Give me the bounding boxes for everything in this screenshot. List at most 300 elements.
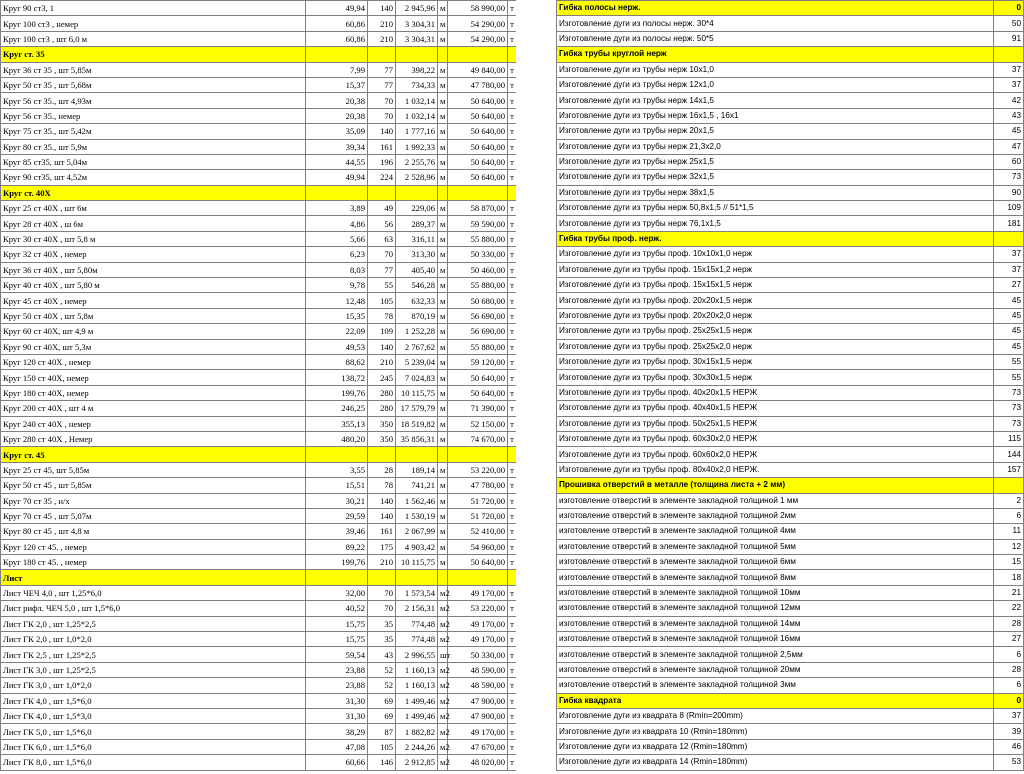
item-name-cell: Круг 200 ст 40Х , шт 4 м [1, 401, 306, 416]
weight-cell: 15,37 [306, 77, 368, 92]
table-row [557, 708, 1024, 723]
ton-unit-cell: т [508, 324, 517, 339]
total-cell: 1 499,46 [396, 708, 438, 723]
section-header-row [1, 47, 517, 62]
ton-unit-cell: т [508, 247, 517, 262]
price-per-unit-cell: 224 [368, 170, 396, 185]
service-name-cell: изготовление отверстий в элементе закладной толщиной 4мм [557, 524, 994, 539]
ton-unit-cell: т [508, 201, 517, 216]
total-cell: 1 032,14 [396, 108, 438, 123]
table-row [557, 108, 1024, 123]
section-header-cell [396, 185, 438, 200]
ton-unit-cell: т [508, 462, 517, 477]
total-cell: 313,30 [396, 247, 438, 262]
unit-cell: м [438, 231, 448, 246]
price-per-ton-cell: 54 290,00 [448, 16, 508, 31]
table-row [557, 524, 1024, 539]
service-name-cell: изготовление отверстий в элементе закладной толщиной 14мм [557, 616, 994, 631]
service-price-cell: 18 [994, 570, 1024, 585]
price-per-ton-cell: 50 640,00 [448, 108, 508, 123]
service-name-cell: изготовление отверстий в элементе закладной толщиной 1 мм [557, 493, 994, 508]
item-name-cell: Круг 90 ст 40Х, шт 5,3м [1, 339, 306, 354]
item-name-cell: Лист рифл. ЧЕЧ 5,0 , шт 1,5*6,0 [1, 601, 306, 616]
service-name-cell: изготовление отверстий в элементе закладной толщиной 2,5мм [557, 647, 994, 662]
price-per-ton-cell: 53 220,00 [448, 462, 508, 477]
section-header-cell [438, 570, 448, 585]
table-row [1, 1, 517, 16]
section-header-cell [448, 185, 508, 200]
ton-unit-cell: т [508, 724, 517, 739]
unit-cell: м [438, 524, 448, 539]
section-header-label: Гибка трубы круглой нерж [557, 47, 994, 62]
weight-cell: 89,22 [306, 539, 368, 554]
total-cell: 2 528,96 [396, 170, 438, 185]
price-per-unit-cell: 87 [368, 724, 396, 739]
weight-cell: 60,86 [306, 16, 368, 31]
service-name-cell: изготовление отверстий в элементе закладной толщиной 20мм [557, 662, 994, 677]
service-name-cell: Изготовление дуги из трубы нерж 32х1,5 [557, 170, 994, 185]
unit-cell: м [438, 108, 448, 123]
item-name-cell: Круг 50 ст 40Х , шт 5,8м [1, 308, 306, 323]
weight-cell: 59,54 [306, 647, 368, 662]
weight-cell: 480,20 [306, 431, 368, 446]
table-row [557, 93, 1024, 108]
total-cell: 2 156,31 [396, 601, 438, 616]
unit-cell: м2 [438, 693, 448, 708]
table-row [1, 262, 517, 277]
weight-cell: 199,76 [306, 385, 368, 400]
price-per-ton-cell: 47 670,00 [448, 739, 508, 754]
table-row [557, 447, 1024, 462]
item-name-cell: Круг 70 ст 35 , н/х [1, 493, 306, 508]
ton-unit-cell: т [508, 555, 517, 570]
item-name-cell: Круг 60 ст 40Х, шт 4,9 м [1, 324, 306, 339]
service-name-cell: Изготовление дуги из трубы проф. 15х15х1,5 нерж [557, 278, 994, 293]
table-row [1, 139, 517, 154]
table-row [1, 247, 517, 262]
weight-cell: 15,35 [306, 308, 368, 323]
weight-cell: 3,89 [306, 201, 368, 216]
price-per-unit-cell: 245 [368, 370, 396, 385]
ton-unit-cell: т [508, 755, 517, 770]
item-name-cell: Лист ЧЕЧ 4,0 , шт 1,25*6,0 [1, 585, 306, 600]
service-price-cell: 181 [994, 216, 1024, 231]
ton-unit-cell: т [508, 93, 517, 108]
price-per-ton-cell: 48 590,00 [448, 678, 508, 693]
table-row [1, 678, 517, 693]
service-name-cell: Изготовление дуги из трубы проф. 30х30х1,5 нерж [557, 370, 994, 385]
service-price-cell: 91 [994, 31, 1024, 46]
unit-cell: м [438, 154, 448, 169]
item-name-cell: Лист ГК 6,0 , шт 1,5*6,0 [1, 739, 306, 754]
price-per-ton-cell: 74 670,00 [448, 431, 508, 446]
service-price-cell: 28 [994, 662, 1024, 677]
price-per-unit-cell: 146 [368, 755, 396, 770]
ton-unit-cell: т [508, 370, 517, 385]
total-cell: 316,11 [396, 231, 438, 246]
price-per-ton-cell: 51 720,00 [448, 493, 508, 508]
ton-unit-cell: т [508, 739, 517, 754]
service-price-cell: 53 [994, 755, 1024, 770]
section-header-cell [306, 570, 368, 585]
price-per-unit-cell: 52 [368, 662, 396, 677]
table-row [557, 354, 1024, 369]
price-per-ton-cell: 52 150,00 [448, 416, 508, 431]
weight-cell: 49,94 [306, 1, 368, 16]
table-row [557, 247, 1024, 262]
total-cell: 734,33 [396, 77, 438, 92]
table-row [1, 370, 517, 385]
weight-cell: 23,88 [306, 678, 368, 693]
table-row [557, 539, 1024, 554]
unit-cell: шт [438, 647, 448, 662]
item-name-cell: Круг 36 ст 35 , шт 5,85м [1, 62, 306, 77]
total-cell: 1 252,28 [396, 324, 438, 339]
unit-cell: м [438, 308, 448, 323]
table-row [557, 493, 1024, 508]
ton-unit-cell: т [508, 16, 517, 31]
unit-cell: м [438, 508, 448, 523]
item-name-cell: Круг 85 ст35, шт 5,04м [1, 154, 306, 169]
unit-cell: м [438, 93, 448, 108]
service-price-cell: 22 [994, 601, 1024, 616]
ton-unit-cell: т [508, 339, 517, 354]
price-per-unit-cell: 35 [368, 632, 396, 647]
table-row [557, 324, 1024, 339]
table-row [557, 308, 1024, 323]
section-header-label: Гибка квадрата [557, 693, 994, 708]
weight-cell: 47,08 [306, 739, 368, 754]
table-row [557, 755, 1024, 770]
service-price-cell: 46 [994, 739, 1024, 754]
service-name-cell: Изготовление дуги из полосы нерж. 50*5 [557, 31, 994, 46]
table-row [557, 339, 1024, 354]
unit-cell: м [438, 555, 448, 570]
price-per-ton-cell: 58 990,00 [448, 1, 508, 16]
section-header-row [1, 570, 517, 585]
ton-unit-cell: т [508, 385, 517, 400]
price-per-unit-cell: 70 [368, 108, 396, 123]
price-per-unit-cell: 78 [368, 308, 396, 323]
price-per-ton-cell: 55 880,00 [448, 339, 508, 354]
service-name-cell: Изготовление дуги из квадрата 14 (Rmin=180mm) [557, 755, 994, 770]
service-price-cell: 45 [994, 293, 1024, 308]
service-name-cell: изготовление отверстий в элементе закладной толщиной 8мм [557, 570, 994, 585]
price-per-unit-cell: 350 [368, 416, 396, 431]
service-name-cell: Изготовление дуги из трубы нерж 12х1,0 [557, 77, 994, 92]
section-header-row [557, 231, 1024, 246]
table-row [1, 478, 517, 493]
weight-cell: 5,66 [306, 231, 368, 246]
table-row [1, 231, 517, 246]
total-cell: 1 882,82 [396, 724, 438, 739]
table-row [1, 216, 517, 231]
service-price-cell: 45 [994, 339, 1024, 354]
weight-cell: 15,75 [306, 632, 368, 647]
table-row [1, 416, 517, 431]
total-cell: 229,06 [396, 201, 438, 216]
weight-cell: 60,66 [306, 755, 368, 770]
service-name-cell: Изготовление дуги из квадрата 12 (Rmin=180mm) [557, 739, 994, 754]
price-per-unit-cell: 210 [368, 31, 396, 46]
unit-cell: м [438, 539, 448, 554]
price-per-ton-cell: 48 020,00 [448, 755, 508, 770]
weight-cell: 44,55 [306, 154, 368, 169]
total-cell: 1 573,54 [396, 585, 438, 600]
ton-unit-cell: т [508, 632, 517, 647]
weight-cell: 60,86 [306, 31, 368, 46]
service-name-cell: изготовление отверстий в элементе закладной толщиной 16мм [557, 632, 994, 647]
table-row [1, 724, 517, 739]
total-cell: 2 945,96 [396, 1, 438, 16]
service-price-cell: 37 [994, 262, 1024, 277]
service-name-cell: Изготовление дуги из трубы проф. 25х25х1,5 нерж [557, 324, 994, 339]
item-name-cell: Лист ГК 3,0 , шт 1,25*2,5 [1, 662, 306, 677]
price-per-unit-cell: 175 [368, 539, 396, 554]
table-row [1, 31, 517, 46]
table-row [1, 77, 517, 92]
table-row [1, 108, 517, 123]
table-row [557, 293, 1024, 308]
service-price-cell: 45 [994, 124, 1024, 139]
table-row [557, 585, 1024, 600]
service-price-cell: 37 [994, 708, 1024, 723]
table-row [557, 139, 1024, 154]
price-per-unit-cell: 55 [368, 278, 396, 293]
unit-cell: м [438, 416, 448, 431]
ton-unit-cell: т [508, 662, 517, 677]
item-name-cell: Лист ГК 4,0 , шт 1,5*3,0 [1, 708, 306, 723]
table-row [1, 401, 517, 416]
price-per-unit-cell: 196 [368, 154, 396, 169]
unit-cell: м [438, 431, 448, 446]
service-price-cell: 2 [994, 493, 1024, 508]
service-price-cell: 39 [994, 724, 1024, 739]
price-per-ton-cell: 59 120,00 [448, 354, 508, 369]
total-cell: 741,21 [396, 478, 438, 493]
total-cell: 2 996,55 [396, 647, 438, 662]
ton-unit-cell: т [508, 77, 517, 92]
price-per-ton-cell: 47 900,00 [448, 708, 508, 723]
item-name-cell: Лист ГК 2,0 , шт 1,0*2,0 [1, 632, 306, 647]
ton-unit-cell: т [508, 524, 517, 539]
service-price-cell: 43 [994, 108, 1024, 123]
weight-cell: 20,38 [306, 108, 368, 123]
service-price-cell: 37 [994, 77, 1024, 92]
total-cell: 1 160,13 [396, 678, 438, 693]
price-per-unit-cell: 69 [368, 708, 396, 723]
total-cell: 1 562,46 [396, 493, 438, 508]
weight-cell: 3,55 [306, 462, 368, 477]
table-row [557, 401, 1024, 416]
price-per-ton-cell: 56 690,00 [448, 324, 508, 339]
total-cell: 1 032,14 [396, 93, 438, 108]
service-price-cell: 12 [994, 539, 1024, 554]
price-per-unit-cell: 70 [368, 93, 396, 108]
total-cell: 18 519,82 [396, 416, 438, 431]
price-per-unit-cell: 140 [368, 508, 396, 523]
ton-unit-cell: т [508, 478, 517, 493]
total-cell: 7 024,83 [396, 370, 438, 385]
table-row [557, 678, 1024, 693]
unit-cell: м [438, 62, 448, 77]
table-row [1, 62, 517, 77]
total-cell: 632,33 [396, 293, 438, 308]
total-cell: 3 304,31 [396, 16, 438, 31]
unit-cell: м2 [438, 632, 448, 647]
table-row [557, 662, 1024, 677]
unit-cell: м [438, 478, 448, 493]
ton-unit-cell: т [508, 493, 517, 508]
unit-cell: м [438, 493, 448, 508]
table-row [557, 508, 1024, 523]
price-per-ton-cell: 49 170,00 [448, 724, 508, 739]
price-per-unit-cell: 63 [368, 231, 396, 246]
table-row [1, 616, 517, 631]
table-row [557, 724, 1024, 739]
section-header-label: Круг ст. 45 [1, 447, 306, 462]
service-price-cell: 50 [994, 16, 1024, 31]
total-cell: 2 244,26 [396, 739, 438, 754]
service-name-cell: Изготовление дуги из трубы проф. 40х20х1,5 НЕРЖ [557, 385, 994, 400]
item-name-cell: Круг 120 ст 40Х , немер [1, 354, 306, 369]
weight-cell: 38,29 [306, 724, 368, 739]
price-per-ton-cell: 55 880,00 [448, 278, 508, 293]
table-row [557, 601, 1024, 616]
table-row [1, 462, 517, 477]
service-price-cell: 15 [994, 555, 1024, 570]
price-per-unit-cell: 77 [368, 262, 396, 277]
item-name-cell: Круг 100 ст3 , немер [1, 16, 306, 31]
section-header-label: Прошивка отверстий в металле (толщина листа + 2 мм) [557, 478, 994, 493]
table-row [1, 201, 517, 216]
section-header-row [557, 47, 1024, 62]
total-cell: 2 767,62 [396, 339, 438, 354]
unit-cell: м [438, 401, 448, 416]
service-price-cell: 90 [994, 185, 1024, 200]
service-price-cell: 0 [994, 693, 1024, 708]
price-per-ton-cell: 58 870,00 [448, 201, 508, 216]
unit-cell: м [438, 339, 448, 354]
table-row [1, 585, 517, 600]
table-row [557, 385, 1024, 400]
item-name-cell: Круг 50 ст 35 , шт 5,68м [1, 77, 306, 92]
price-per-unit-cell: 105 [368, 739, 396, 754]
right-price-table [556, 0, 1024, 771]
service-name-cell: Изготовление дуги из трубы проф. 10х10х1,0 нерж [557, 247, 994, 262]
service-price-cell: 55 [994, 354, 1024, 369]
service-price-cell: 6 [994, 678, 1024, 693]
unit-cell: м [438, 278, 448, 293]
weight-cell: 8,03 [306, 262, 368, 277]
service-price-cell [994, 478, 1024, 493]
price-per-ton-cell: 50 640,00 [448, 385, 508, 400]
weight-cell: 246,25 [306, 401, 368, 416]
service-price-cell: 37 [994, 62, 1024, 77]
table-row [1, 93, 517, 108]
section-header-label: Круг ст. 35 [1, 47, 306, 62]
price-per-unit-cell: 210 [368, 354, 396, 369]
service-name-cell: Изготовление дуги из трубы нерж 10х1,0 [557, 62, 994, 77]
service-price-cell: 6 [994, 647, 1024, 662]
total-cell: 3 304,31 [396, 31, 438, 46]
service-price-cell: 73 [994, 401, 1024, 416]
ton-unit-cell: т [508, 401, 517, 416]
unit-cell: м [438, 170, 448, 185]
table-row [1, 662, 517, 677]
section-header-cell [396, 47, 438, 62]
price-per-unit-cell: 78 [368, 478, 396, 493]
service-name-cell: Изготовление дуги из трубы нерж 25х1,5 [557, 154, 994, 169]
service-name-cell: Изготовление дуги из трубы проф. 80х40х2,0 НЕРЖ. [557, 462, 994, 477]
weight-cell: 40,52 [306, 601, 368, 616]
service-name-cell: Изготовление дуги из трубы проф. 25х25х2,0 нерж [557, 339, 994, 354]
price-per-ton-cell: 49 170,00 [448, 616, 508, 631]
item-name-cell: Круг 40 ст 40Х , шт 5,80 м [1, 278, 306, 293]
ton-unit-cell: т [508, 616, 517, 631]
unit-cell: м [438, 124, 448, 139]
unit-cell: м2 [438, 724, 448, 739]
price-per-unit-cell: 210 [368, 555, 396, 570]
weight-cell: 9,78 [306, 278, 368, 293]
weight-cell: 49,53 [306, 339, 368, 354]
service-name-cell: Изготовление дуги из трубы нерж 14х1,5 [557, 93, 994, 108]
unit-cell: м [438, 324, 448, 339]
total-cell: 35 856,31 [396, 431, 438, 446]
price-per-ton-cell: 71 390,00 [448, 401, 508, 416]
section-header-cell [396, 447, 438, 462]
section-header-cell [396, 570, 438, 585]
weight-cell: 39,34 [306, 139, 368, 154]
item-name-cell: Круг 25 ст 40Х , шт 6м [1, 201, 306, 216]
column-gap [516, 0, 556, 774]
price-per-ton-cell: 56 690,00 [448, 308, 508, 323]
total-cell: 546,28 [396, 278, 438, 293]
weight-cell: 355,13 [306, 416, 368, 431]
table-row [1, 539, 517, 554]
price-per-unit-cell: 350 [368, 431, 396, 446]
ton-unit-cell: т [508, 708, 517, 723]
service-name-cell: Изготовление дуги из трубы нерж 38х1,5 [557, 185, 994, 200]
service-price-cell: 28 [994, 616, 1024, 631]
section-header-cell [438, 447, 448, 462]
service-price-cell [994, 231, 1024, 246]
table-row [1, 708, 517, 723]
ton-unit-cell: т [508, 416, 517, 431]
section-header-cell [368, 47, 396, 62]
section-header-label: Круг ст. 40Х [1, 185, 306, 200]
item-name-cell: Круг 56 ст 35., шт 4,93м [1, 93, 306, 108]
weight-cell: 12,48 [306, 293, 368, 308]
price-per-ton-cell: 55 880,00 [448, 231, 508, 246]
section-header-cell [448, 47, 508, 62]
service-name-cell: Изготовление дуги из трубы нерж 20х1,5 [557, 124, 994, 139]
price-per-ton-cell: 53 220,00 [448, 601, 508, 616]
item-name-cell: Круг 100 ст3 , шт 6,0 м [1, 31, 306, 46]
service-name-cell: Изготовление дуги из трубы проф. 30х15х1,5 нерж [557, 354, 994, 369]
service-name-cell: изготовление отверстий в элементе закладной толщиной 2мм [557, 508, 994, 523]
item-name-cell: Круг 50 ст 45 , шт 5,85м [1, 478, 306, 493]
item-name-cell: Лист ГК 8,0 , шт 1,5*6,0 [1, 755, 306, 770]
table-row [1, 293, 517, 308]
item-name-cell: Круг 150 ст 40Х, немер [1, 370, 306, 385]
item-name-cell: Круг 70 ст 45 , шт 5,07м [1, 508, 306, 523]
unit-cell: м [438, 462, 448, 477]
price-per-unit-cell: 140 [368, 1, 396, 16]
price-per-ton-cell: 50 330,00 [448, 247, 508, 262]
service-price-cell: 73 [994, 385, 1024, 400]
price-per-unit-cell: 280 [368, 385, 396, 400]
